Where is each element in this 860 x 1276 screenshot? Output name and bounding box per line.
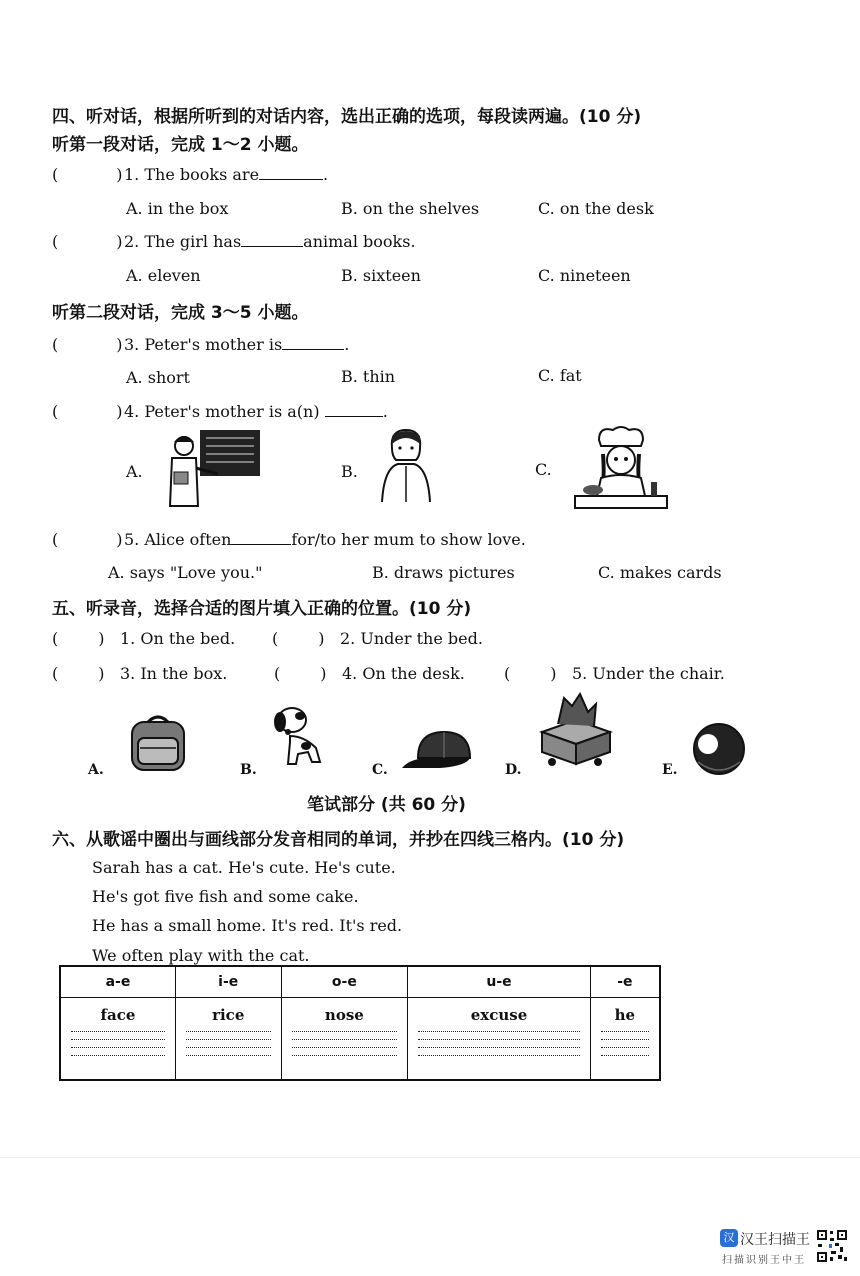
question-5: 5. Alice often for/to her mum to show love. <box>124 530 526 549</box>
answer-blank[interactable] <box>241 246 303 247</box>
pic-label-a: A. <box>88 762 104 778</box>
doctor-picture[interactable] <box>376 426 436 504</box>
answer-paren-q1[interactable]: ( ) <box>52 165 123 184</box>
chant-line-1: Sarah has a cat. He's cute. He's cute. <box>92 858 396 877</box>
option-q1-a[interactable]: A. in the box <box>126 199 229 218</box>
toys-box-picture[interactable] <box>536 692 614 768</box>
table-header-u-e: u-e <box>408 966 591 998</box>
scanner-logo-icon: 汉 <box>720 1229 738 1247</box>
table-header-e: -e <box>590 966 660 998</box>
option-q4-c[interactable]: C. <box>535 460 552 479</box>
pic-label-b: B. <box>240 762 257 778</box>
option-q1-b[interactable]: B. on the shelves <box>341 199 480 218</box>
answer-blank[interactable] <box>259 179 323 180</box>
writing-cell[interactable] <box>175 998 281 1081</box>
question-1: 1. The books are . <box>124 165 329 184</box>
s5-item-3: 3. In the box. <box>120 664 228 683</box>
table-header-i-e: i-e <box>175 966 281 998</box>
answer-paren-s5-5[interactable]: ( ) <box>504 664 557 683</box>
option-q4-b[interactable]: B. <box>341 462 358 481</box>
option-q3-c[interactable]: C. fat <box>538 366 582 385</box>
phonics-table <box>59 965 661 1081</box>
chant-line-2: He's got five fish and some cake. <box>92 887 359 906</box>
dog-picture[interactable] <box>270 702 328 766</box>
s5-item-1: 1. On the bed. <box>120 629 236 648</box>
answer-paren-s5-4[interactable]: ( ) <box>274 664 327 683</box>
option-q5-c[interactable]: C. makes cards <box>598 563 722 582</box>
teacher-at-blackboard-picture[interactable] <box>160 428 266 512</box>
question-4: 4. Peter's mother is a(n) . <box>124 402 388 421</box>
answer-blank[interactable] <box>231 544 291 545</box>
chant-line-3: He has a small home. It's red. It's red. <box>92 916 403 935</box>
chant-line-4: We often play with the cat. <box>92 946 310 965</box>
option-q3-b[interactable]: B. thin <box>341 367 396 386</box>
option-q2-c[interactable]: C. nineteen <box>538 266 631 285</box>
question-2: 2. The girl has animal books. <box>124 232 416 251</box>
written-part-title: 笔试部分 (共 60 分) <box>307 795 466 815</box>
scanner-slogan: 扫描识别王中王 <box>722 1255 806 1266</box>
answer-paren-q2[interactable]: ( ) <box>52 232 123 251</box>
answer-blank[interactable] <box>325 416 383 417</box>
example-word: nose <box>324 1006 364 1024</box>
writing-cell[interactable] <box>408 998 591 1081</box>
answer-paren-q5[interactable]: ( ) <box>52 530 123 549</box>
cap-picture[interactable] <box>400 728 474 774</box>
s5-item-2: 2. Under the bed. <box>340 629 483 648</box>
cook-picture[interactable] <box>573 424 669 512</box>
example-word: rice <box>212 1006 245 1024</box>
qr-code-icon <box>816 1229 848 1263</box>
writing-cell[interactable] <box>60 998 175 1081</box>
option-q5-b[interactable]: B. draws pictures <box>372 563 515 582</box>
scanner-brand: 汉王扫描王 <box>740 1232 810 1248</box>
s5-item-4: 4. On the desk. <box>342 664 465 683</box>
answer-paren-s5-1[interactable]: ( ) <box>52 629 105 648</box>
example-word: face <box>100 1006 136 1024</box>
option-q5-a[interactable]: A. says "Love you." <box>108 563 263 582</box>
option-q4-a[interactable]: A. <box>126 462 143 481</box>
schoolbag-picture[interactable] <box>124 712 192 774</box>
answer-blank[interactable] <box>282 349 344 350</box>
answer-paren-s5-3[interactable]: ( ) <box>52 664 105 683</box>
section4-heading: 四、听对话，根据所听到的对话内容，选出正确的选项，每段读两遍。(10 分) <box>52 107 642 127</box>
table-header-a-e: a-e <box>60 966 175 998</box>
ball-picture[interactable] <box>688 722 750 776</box>
answer-paren-q3[interactable]: ( ) <box>52 335 123 354</box>
section4-part2-label: 听第二段对话，完成 3～5 小题。 <box>52 303 309 323</box>
section6-heading: 六、从歌谣中圈出与画线部分发音相同的单词，并抄在四线三格内。(10 分) <box>52 830 625 850</box>
example-word: he <box>614 1006 636 1024</box>
section4-part1-label: 听第一段对话，完成 1～2 小题。 <box>52 135 309 155</box>
example-word: excuse <box>470 1006 528 1024</box>
answer-paren-s5-2[interactable]: ( ) <box>272 629 325 648</box>
answer-paren-q4[interactable]: ( ) <box>52 402 123 421</box>
option-q3-a[interactable]: A. short <box>126 368 190 387</box>
footer-divider <box>0 1157 860 1158</box>
writing-cell[interactable] <box>590 998 660 1081</box>
question-3: 3. Peter's mother is . <box>124 335 350 354</box>
pic-label-e: E. <box>662 762 678 778</box>
option-q2-a[interactable]: A. eleven <box>126 266 201 285</box>
section5-heading: 五、听录音，选择合适的图片填入正确的位置。(10 分) <box>52 599 472 619</box>
option-q2-b[interactable]: B. sixteen <box>341 266 421 285</box>
option-q1-c[interactable]: C. on the desk <box>538 199 654 218</box>
writing-cell[interactable] <box>281 998 408 1081</box>
pic-label-d: D. <box>505 762 522 778</box>
table-header-o-e: o-e <box>281 966 408 998</box>
pic-label-c: C. <box>372 762 388 778</box>
s5-item-5: 5. Under the chair. <box>572 664 725 683</box>
